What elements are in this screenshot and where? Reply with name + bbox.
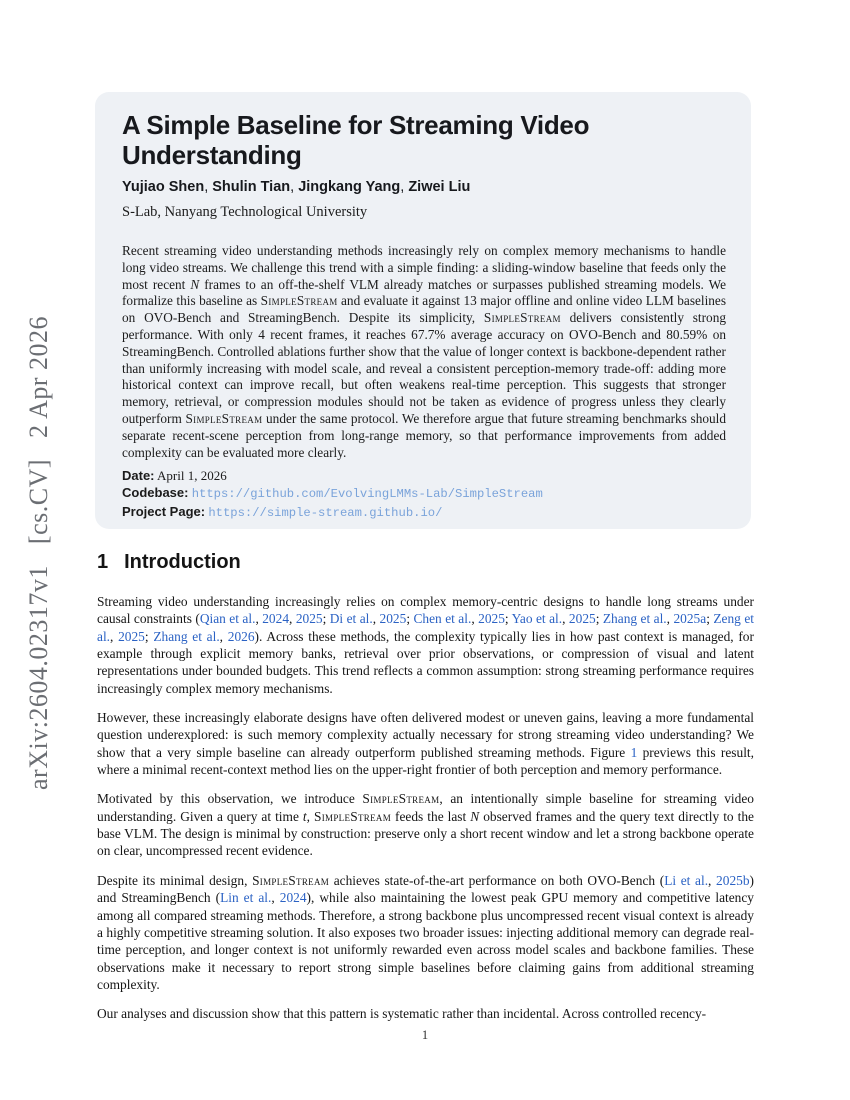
text-run: ,: [708, 872, 717, 888]
text-run: ) and StreamingBench (: [97, 872, 754, 906]
paper-meta: [122, 467, 729, 522]
paper-title: A Simple Baseline for Streaming Video Understanding: [122, 110, 590, 170]
section-heading-introduction: [97, 551, 754, 574]
text-run: ), while also maintaining the lowest peak GPU memory and competitive latency among all compared streaming methods. Therefore, a strong backbone plus uncompressed recent visual context is already a highly competitive streaming solution. It also exposes two broader issues: injecting additional memory can degrade real-time perception, and longer context is not uniformly rewarded even across model scales and backbone families. These observations make it necessary to report strong simple baselines before claiming gains from additional streaming complexity.: [97, 890, 755, 992]
introduction-paragraphs: [97, 593, 754, 1023]
citation-link[interactable]: 2024: [262, 611, 290, 627]
text-run: ,: [471, 611, 479, 627]
text-run: feeds the last: [391, 808, 471, 824]
text-run: under the same protocol. We therefore argue that future streaming benchmarks should separate recent-scene perception from long-range memory, so that performance improvements from added complexity can be evaluated more clearly.: [122, 410, 726, 460]
citation-link[interactable]: 2025: [379, 611, 407, 627]
method-name: SimpleStream: [362, 791, 440, 807]
text-run: ,: [306, 808, 314, 824]
text-run: ;: [595, 611, 603, 627]
text-run: ,: [219, 628, 228, 644]
citation-link[interactable]: Zhang et al.: [602, 611, 667, 627]
text-run: ,: [290, 179, 299, 195]
meta-label: Project Page:: [122, 504, 206, 520]
date-line: [122, 467, 729, 484]
text-run: ;: [406, 611, 414, 627]
text-run: Motivated by this observation, we introduce: [97, 791, 363, 807]
url-link[interactable]: https://simple-stream.github.io/: [208, 506, 443, 521]
citation-link[interactable]: 1: [630, 744, 638, 760]
math-var: t: [302, 808, 307, 824]
text-run: Despite its minimal design,: [97, 872, 253, 888]
paragraph: [97, 593, 754, 697]
section-number: 1: [97, 551, 109, 573]
abstract: [122, 243, 729, 461]
arxiv-sidebar-label: [24, 316, 54, 790]
method-name: SimpleStream: [252, 872, 330, 888]
text-run: delivers consistently strong performance. With only 4 recent frames, it reaches 67.7% average accuracy on OVO-Bench and 80.59% on StreamingBench. Controlled ablations further show that the value of longer context is backbone-dependent rather than uniformly increasing with model scale, and reveal a consistent perception-memory trade-off: adding more historical context can improve recall, but often weakens real-time perception. This suggests that stronger memory, retrieval, or compression modules should not be taken as evidence of progress unless they clearly outperform: [122, 310, 726, 426]
text-run: Streaming video understanding increasingly relies on complex memory-centric designs to handle long streams under causal constraints (: [97, 594, 754, 627]
math-var: N: [190, 276, 200, 292]
author-name: Jingkang Yang: [298, 179, 401, 195]
text-run: , an intentionally simple baseline for streaming video understanding. Given a query at time: [97, 791, 754, 824]
citation-link[interactable]: 2025: [478, 611, 505, 627]
citation-link[interactable]: 2024: [279, 890, 307, 906]
citation-link[interactable]: Chen et al.: [413, 611, 472, 627]
citation-link[interactable]: 2025a: [673, 611, 707, 627]
text-run: frames to an off-the-shelf VLM already matches or surpasses published streaming models. We formalize this baseline as: [122, 276, 726, 309]
text-run: ,: [255, 611, 263, 627]
citation-link[interactable]: Li et al.: [664, 872, 709, 888]
paragraph: [97, 1005, 754, 1022]
text-run: Recent streaming video understanding methods increasingly rely on complex memory mechanisms to handle long video streams. We challenge this trend with a simple finding: a sliding-window baseline that feeds only the most recent: [122, 243, 726, 292]
text-run: ,: [562, 611, 569, 627]
text-run: Our analyses and discussion show that this pattern is systematic rather than incidental. Across controlled recency-: [97, 1006, 707, 1022]
method-name: SimpleStream: [185, 410, 263, 426]
text-run: ,: [110, 628, 119, 644]
paragraph: [97, 872, 754, 993]
url-link[interactable]: https://github.com/EvolvingLMMs-Lab/SimpleStream: [191, 487, 543, 502]
text-run: ,: [666, 611, 674, 627]
paragraph: [97, 790, 754, 859]
citation-link[interactable]: 2025b: [716, 872, 750, 888]
arxiv-id: arXiv:2604.02317v1: [24, 565, 53, 791]
text-run: ;: [706, 611, 714, 627]
citation-link[interactable]: Zhang et al.: [153, 628, 220, 644]
paragraph: [97, 709, 754, 778]
paper-header-card: [95, 92, 751, 529]
text-run: ;: [322, 611, 330, 627]
text-run: ,: [271, 890, 280, 906]
authors-line: [122, 179, 729, 195]
text-run: ,: [289, 611, 296, 627]
method-name: SimpleStream: [314, 808, 391, 824]
affiliation: S-Lab, Nanyang Technological University: [122, 204, 368, 220]
author-name: Yujiao Shen: [122, 179, 205, 195]
math-var: N: [470, 808, 480, 824]
method-name: SimpleStream: [260, 293, 338, 309]
text-run: observed frames and the query text directly to the base VLM. The design is minimal by construction: preserve only a short recent window and let a strong backbone operate on clear, uncompressed recent evidence.: [97, 808, 754, 859]
author-name: Ziwei Liu: [408, 179, 471, 195]
author-name: Shulin Tian: [212, 179, 291, 195]
text-run: achieves state-of-the-art performance on both OVO-Bench (: [329, 872, 665, 888]
citation-link[interactable]: 2025: [118, 628, 145, 644]
citation-link[interactable]: 2025: [295, 611, 323, 627]
text-run: ,: [204, 179, 213, 195]
section-title: Introduction: [124, 551, 241, 573]
citation-link[interactable]: Lin et al.: [220, 890, 272, 906]
method-name: SimpleStream: [483, 310, 561, 326]
citation-link[interactable]: 2026: [227, 628, 255, 644]
arxiv-category: [cs.CV]: [24, 458, 53, 545]
text-run: ;: [504, 611, 512, 627]
text-run: and evaluate it against 13 major offline and online video LLM baselines on OVO-Bench and StreamingBench. Despite its simplicity,: [122, 293, 727, 326]
text-run: ,: [372, 611, 380, 627]
meta-label: Date:: [122, 468, 155, 484]
project-page-line: [122, 503, 729, 522]
meta-label: Codebase:: [122, 485, 189, 501]
main-content: [97, 551, 754, 1035]
citation-link[interactable]: 2025: [568, 611, 596, 627]
text-run: ,: [400, 179, 409, 195]
text-run: ). Across these methods, the complexity typically lies in how past context is managed, for example through explicit memory banks, retrieval over prior observations, or compression of visual and latent representations under bounded budgets. This trend reflects a common assumption: strong streaming performance requires increasingly complex memory mechanisms.: [97, 628, 754, 696]
page-number: 1: [421, 1028, 429, 1042]
citation-link[interactable]: Di et al.: [329, 611, 373, 627]
codebase-line: [122, 484, 729, 503]
citation-link[interactable]: Yao et al.: [511, 611, 563, 627]
citation-link[interactable]: Qian et al.: [199, 611, 256, 627]
text-run: April 1, 2026: [154, 468, 227, 484]
arxiv-date: 2 Apr 2026: [24, 315, 53, 438]
text-run: However, these increasingly elaborate designs have often delivered modest or uneven gains, leaving a more fundamental question underexplored: is such memory complexity actually necessary for strong streaming video understanding? We show that a very simple baseline can already outperform published streaming methods. Figure: [97, 710, 754, 760]
text-run: previews this result, where a minimal recent-context method lies on the upper-right frontier of both perception and memory performance.: [97, 744, 754, 778]
citation-link[interactable]: Zeng et al.: [97, 611, 754, 644]
text-run: ;: [144, 628, 154, 644]
